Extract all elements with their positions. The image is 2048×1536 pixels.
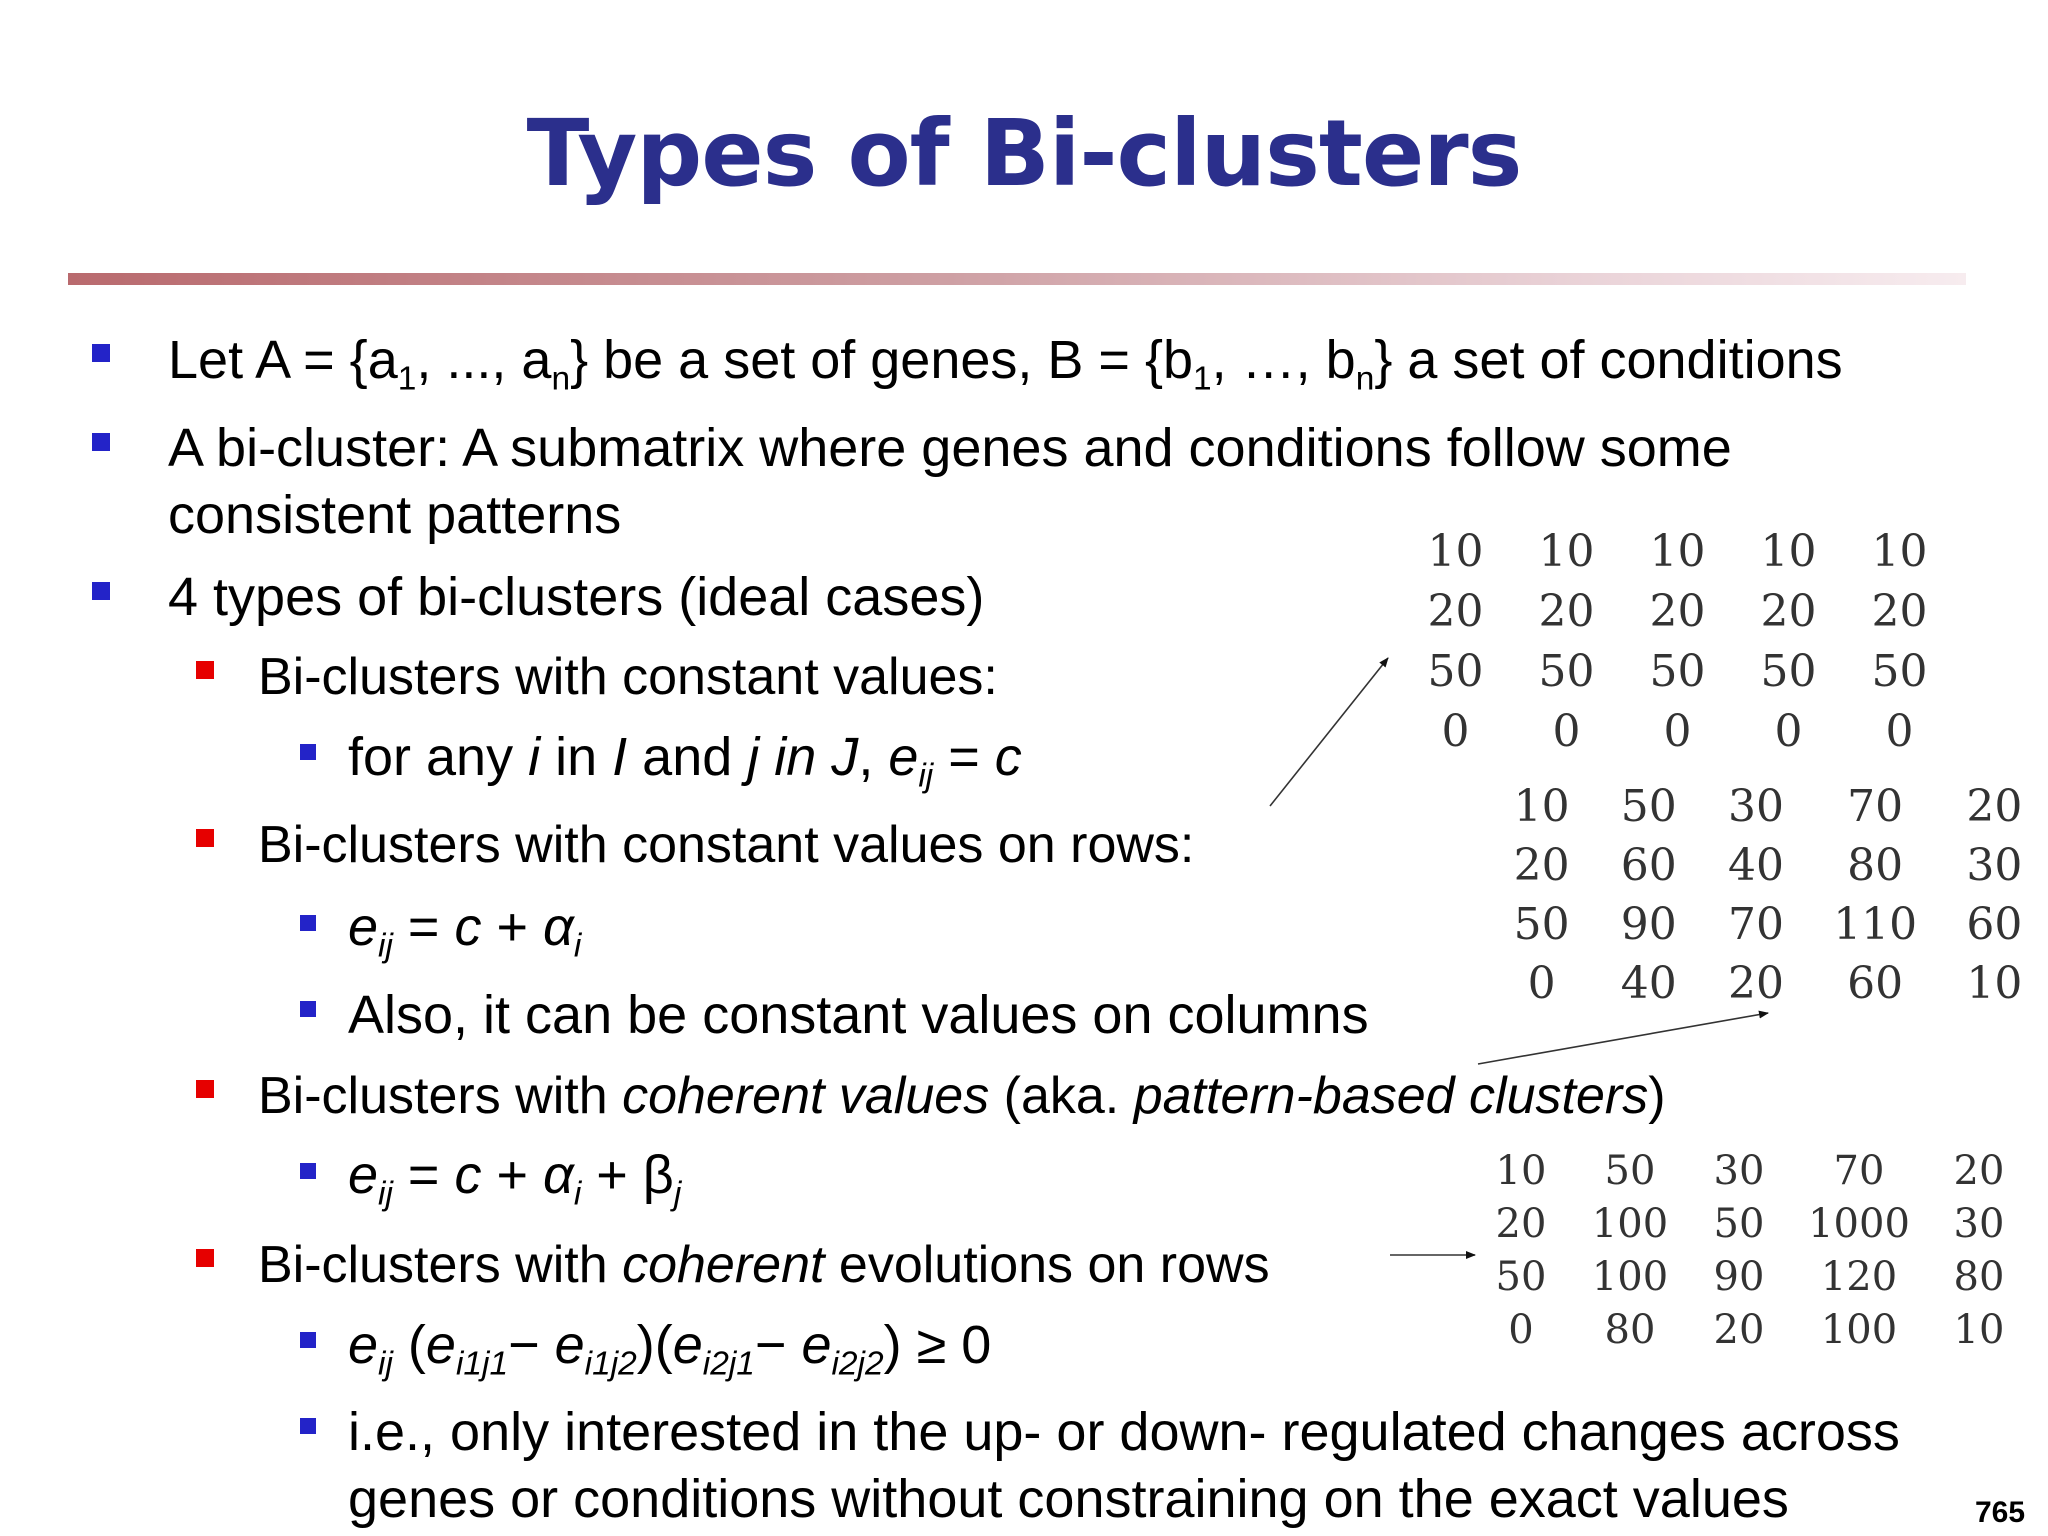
bullet-four-types: 4 types of bi-clusters (ideal cases) [168,567,985,627]
matrix-cell: 50 [1604,1147,1656,1194]
matrix-cell: 30 [1713,1147,1765,1194]
bullet-bicluster-definition: A bi-cluster: A submatrix where genes and conditions follow some [168,418,1732,478]
matrix-cell: 40 [1727,840,1784,891]
type-constant-values: Bi-clusters with constant values: [258,648,998,706]
matrix-cell: 50 [1760,645,1817,697]
matrix-cell: 70 [1833,1147,1885,1194]
matrix-cell: 20 [1427,585,1484,637]
matrix-cell: 0 [1441,705,1470,757]
matrix-cell: 60 [1966,899,2023,950]
matrix-cell: 30 [1966,840,2023,891]
matrix-cell: 40 [1620,958,1677,1009]
matrix-cell: 80 [1604,1306,1656,1353]
arrow-to-constant-matrix [1270,658,1388,806]
matrix-cell: 50 [1538,645,1595,697]
arrow-to-coherent-values-matrix [1478,1013,1768,1064]
matrix-cell: 20 [1538,585,1595,637]
matrix-cell: 120 [1820,1253,1898,1300]
matrix-cell: 30 [1953,1200,2005,1247]
formula-coherent-evolutions: $e_{ij}$ $(e_{i1j1}- e_{i1j2})(e_{i2j1}- e_{i2j2}) \ge 0$ [348,1315,992,1383]
matrix-cell: 10 [1871,525,1928,577]
matrix-cell: 100 [1591,1253,1669,1300]
matrix-cell: 50 [1427,645,1484,697]
matrix-cell: 20 [1966,781,2023,832]
matrix-cell: 20 [1871,585,1928,637]
matrix-cell: 10 [1760,525,1817,577]
matrix-cell: 0 [1774,705,1803,757]
bullet-genes-conditions: Let $A = \{a_1$, ..., $a_n$} be a set of genes, $B = \{b_1$, …, $b_n$} a set of conditions [168,330,1843,398]
type-constant-rows: Bi-clusters with constant values on rows: [258,816,1195,874]
matrix-cell: 90 [1713,1253,1765,1300]
matrix-cell: 110 [1833,899,1918,950]
matrix-cell: 1000 [1808,1200,1910,1247]
matrix-cell: 90 [1620,899,1677,950]
matrix-cell: 20 [1953,1147,2005,1194]
bullet-bicluster-definition-cont: consistent patterns [168,485,622,545]
formula-coherent-values: $e_{ij} = c + \alpha_i + \beta_j$ [348,1145,682,1213]
matrix-cell: 0 [1527,958,1556,1009]
matrix-cell: 20 [1760,585,1817,637]
matrix-cell: 20 [1649,585,1706,637]
matrix-cell: 10 [1513,781,1570,832]
matrix-cell: 10 [1495,1147,1547,1194]
formula-constant-rows: $e_{ij} = c + \alpha_i$ [348,897,582,965]
note-regulated-changes-cont: genes or conditions without constraining on the exact values [348,1469,1789,1529]
matrix-cell: 10 [1649,525,1706,577]
matrix-cell: 50 [1495,1253,1547,1300]
matrix-cell: 80 [1953,1253,2005,1300]
matrix-cell: 10 [1953,1306,2005,1353]
matrix-cell: 30 [1727,781,1784,832]
matrix-cell: 50 [1649,645,1706,697]
page-number: 765 [1975,1496,2026,1529]
matrix-cell: 20 [1727,958,1784,1009]
matrix-cell: 10 [1538,525,1595,577]
matrix-cell: 0 [1663,705,1692,757]
note-constant-columns: Also, it can be constant values on columns [348,985,1369,1045]
matrix-cell: 100 [1820,1306,1898,1353]
matrix-cell: 0 [1508,1306,1534,1353]
matrix-cell: 50 [1620,781,1677,832]
matrix-cell: 50 [1513,899,1570,950]
matrix-cell: 0 [1885,705,1914,757]
slide-title: Types of Bi-clusters [526,100,1522,207]
type-coherent-evolutions: Bi-clusters with coherent evolutions on rows [258,1236,1270,1294]
matrix-cell: 50 [1871,645,1928,697]
matrix-cell: 60 [1847,958,1904,1009]
note-regulated-changes: i.e., only interested in the up- or down- regulated changes across [348,1402,1900,1462]
matrix-cell: 20 [1713,1306,1765,1353]
matrix-cell: 10 [1427,525,1484,577]
type-coherent-values: Bi-clusters with coherent values (aka. pattern-based clusters) [258,1067,1666,1125]
matrix-cell: 60 [1620,840,1677,891]
matrix-cell: 20 [1495,1200,1547,1247]
formula-constant: for any i in I and j in J, $e_{ij} = c$ [348,727,1022,795]
matrix-cell: 80 [1847,840,1904,891]
matrix-cell: 70 [1727,899,1784,950]
matrix-cell: 0 [1552,705,1581,757]
matrix-cell: 10 [1966,958,2023,1009]
matrix-cell: 50 [1713,1200,1765,1247]
matrix-cell: 20 [1513,840,1570,891]
matrix-cell: 70 [1847,781,1904,832]
matrix-cell: 100 [1591,1200,1669,1247]
